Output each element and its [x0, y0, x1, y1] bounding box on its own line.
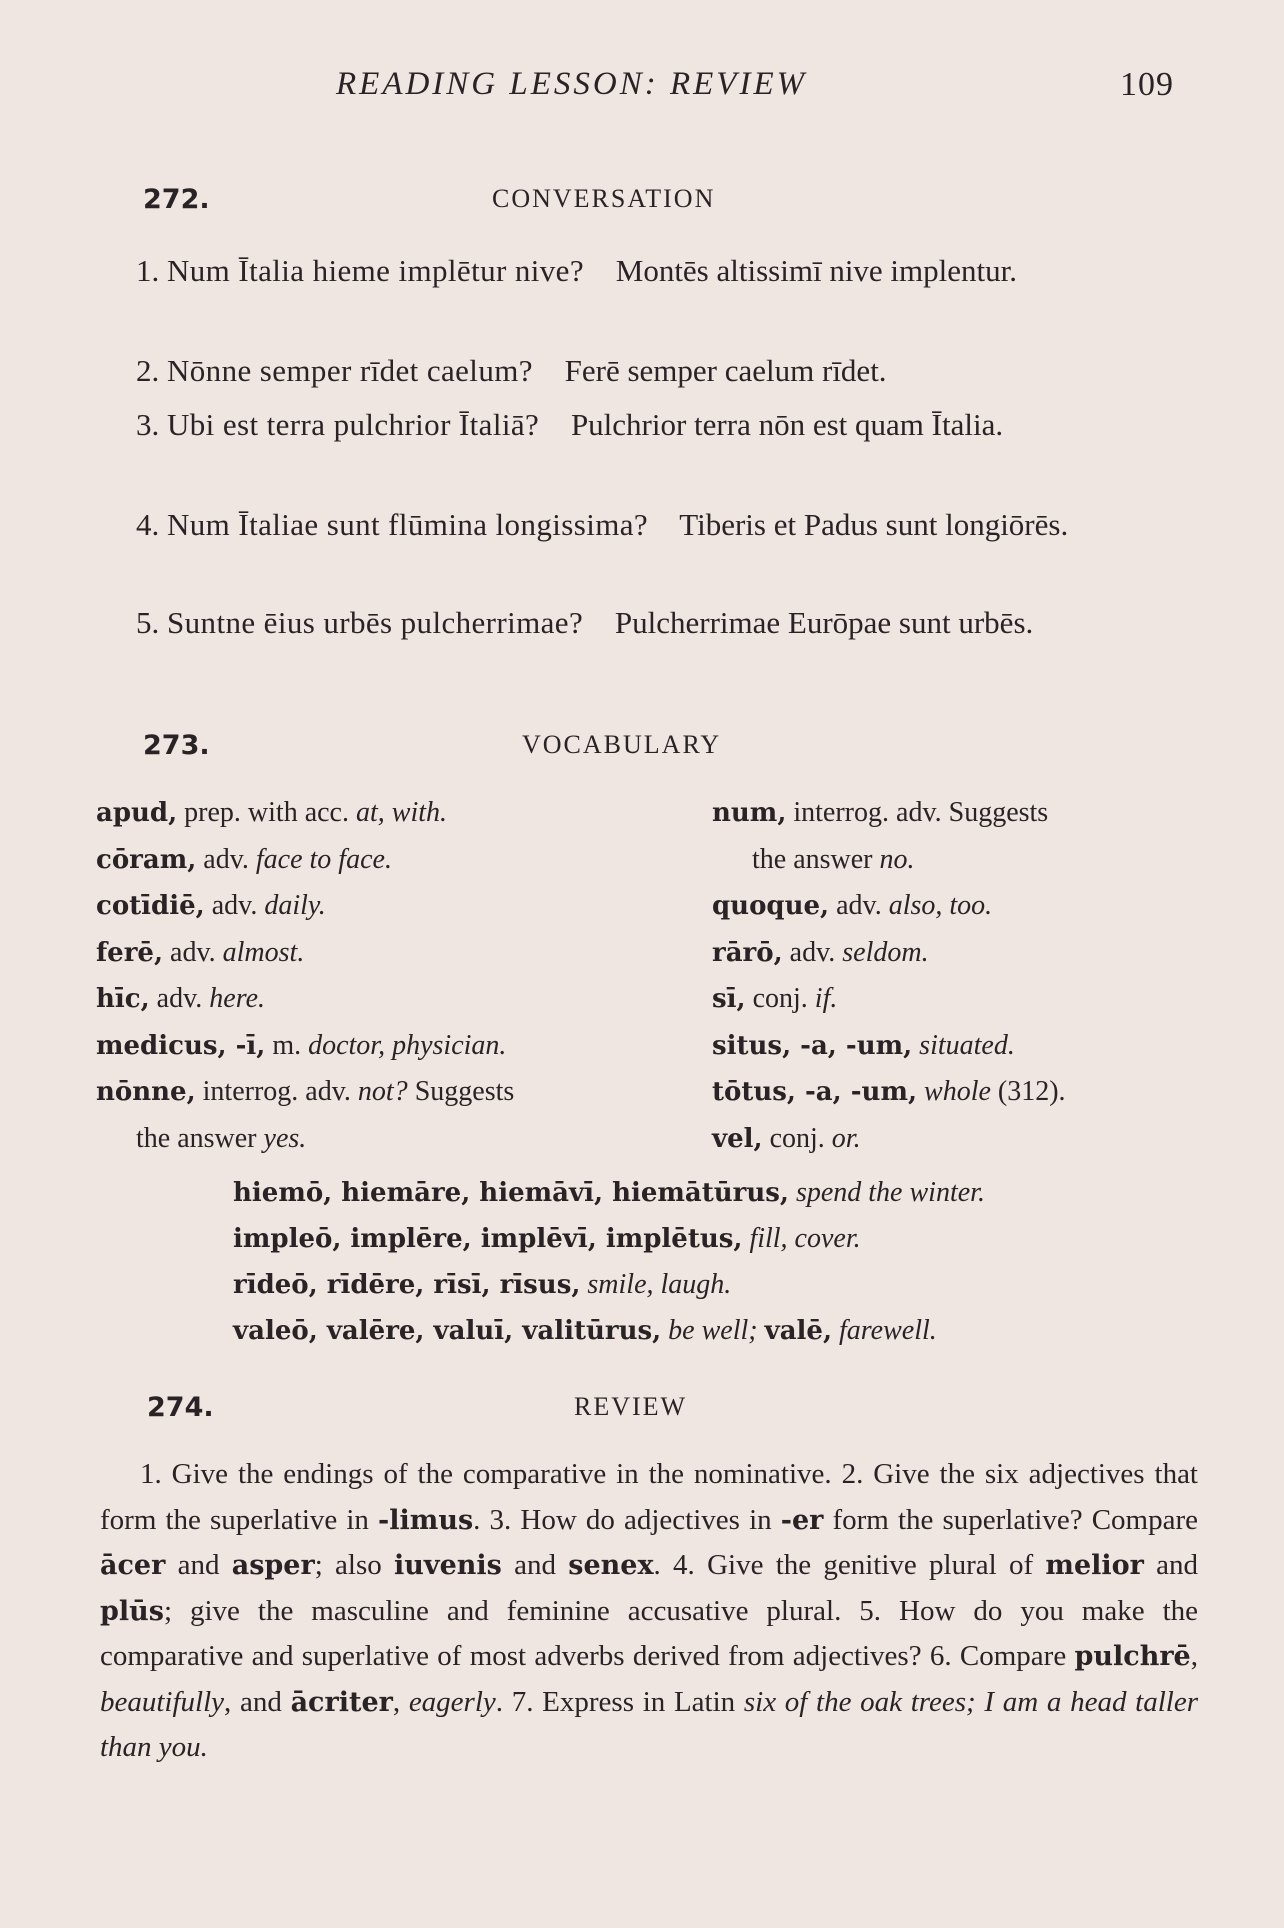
- question: Num Ītalia hieme implētur nive?: [167, 253, 584, 288]
- section-274-heading: [0, 1392, 1284, 1432]
- text: and: [501, 1549, 569, 1581]
- answer: Tiberis et Padus sunt longiōrēs.: [679, 507, 1069, 542]
- term: ācer: [100, 1550, 166, 1581]
- verb-list: [233, 1170, 985, 1354]
- meaning: smile, laugh.: [587, 1269, 732, 1300]
- text: ,: [392, 1685, 409, 1718]
- grammar: conj.: [762, 1122, 832, 1154]
- term: -limus: [378, 1504, 474, 1536]
- grammar: m.: [265, 1029, 309, 1061]
- conversation-item-3: [96, 400, 1188, 450]
- note: the answer: [136, 1122, 264, 1154]
- vocab-entry: [712, 930, 1066, 977]
- verb-principal-parts: hiemō, hiemāre, hiemāvī, hiemātūrus,: [233, 1178, 789, 1208]
- verb-principal-parts: valeō, valēre, valuī, valitūrus,: [233, 1316, 662, 1346]
- text: 1. Give the endings of the comparative in the nominative. 2. Give the six adjectives that form the superlative in: [100, 1458, 1198, 1536]
- grammar: adv.: [196, 843, 256, 875]
- meaning: no.: [879, 843, 915, 875]
- grammar: adv.: [829, 890, 889, 921]
- grammar: adv.: [163, 936, 223, 968]
- meaning: face to face.: [255, 843, 392, 875]
- meaning: yes.: [263, 1122, 307, 1154]
- headword: nōnne,: [96, 1077, 196, 1107]
- vocab-entry-continuation: [96, 1116, 514, 1163]
- verb-entry: [233, 1170, 985, 1216]
- grammar: [917, 1076, 924, 1107]
- conversation-item-5: [96, 598, 1188, 648]
- note: Suggests: [407, 1076, 515, 1107]
- vocab-entry-continuation: [712, 837, 1066, 884]
- verb-entry: [233, 1308, 985, 1354]
- text: . 4. Give the genitive plural of: [653, 1549, 1046, 1581]
- meaning: situated.: [919, 1029, 1015, 1061]
- item-number: 3.: [136, 407, 160, 442]
- grammar: adv.: [204, 890, 265, 921]
- term: -er: [780, 1504, 824, 1536]
- headword: vel,: [712, 1123, 763, 1154]
- meaning: also, too.: [888, 890, 993, 921]
- grammar: prep. with acc.: [177, 797, 356, 828]
- vocab-entry: [712, 1069, 1066, 1116]
- text: ,: [1190, 1640, 1198, 1672]
- headword: sī,: [712, 984, 746, 1014]
- page-number: 109: [1120, 66, 1174, 103]
- meaning: doctor, physician.: [308, 1029, 507, 1061]
- verb-entry: [233, 1262, 985, 1308]
- grammar: adv.: [782, 936, 843, 968]
- meaning: almost.: [222, 936, 305, 968]
- conversation-item-2: [96, 346, 1188, 396]
- answer: Ferē semper caelum rīdet.: [564, 353, 887, 388]
- headword: rārō,: [712, 937, 783, 968]
- vocab-entry: [96, 790, 514, 837]
- vocab-entry: [712, 1023, 1066, 1070]
- meaning: whole: [924, 1076, 991, 1107]
- section-title: REVIEW: [574, 1392, 688, 1421]
- question: Ubi est terra pulchrior Ītaliā?: [167, 407, 540, 442]
- item-number: 5.: [136, 605, 160, 640]
- headword: quoque,: [712, 891, 830, 921]
- item-number: 2.: [136, 353, 160, 388]
- meaning: be well;: [668, 1315, 758, 1346]
- text: and: [1143, 1549, 1199, 1581]
- meaning: here.: [209, 983, 265, 1014]
- term: plūs: [100, 1595, 164, 1627]
- headword: tōtus, -a, -um,: [712, 1077, 918, 1107]
- meaning: at, with.: [356, 797, 448, 828]
- headword: hīc,: [96, 984, 150, 1014]
- vocab-entry: [712, 790, 1066, 837]
- meaning: or.: [831, 1122, 861, 1154]
- meaning: seldom.: [842, 936, 929, 968]
- verb-principal-parts: rīdeō, rīdēre, rīsī, rīsus,: [233, 1270, 581, 1300]
- conversation-item-4: [96, 500, 1188, 550]
- vocab-entry: [96, 930, 514, 977]
- meaning: not?: [357, 1076, 408, 1107]
- vocab-entry: [96, 1069, 514, 1116]
- answer: Pulchrior terra nōn est quam Ītalia.: [570, 407, 1004, 442]
- verb-principal-parts: impleō, implēre, implēvī, implētus,: [233, 1224, 743, 1254]
- text: form the superlative? Compare: [823, 1503, 1199, 1536]
- question: Nōnne semper rīdet caelum?: [167, 353, 533, 388]
- answer: Montēs altissimī nive implentur.: [615, 253, 1018, 288]
- term: melior: [1045, 1550, 1144, 1581]
- text: ; give the masculine and feminine accusative plural. 5. How do you make the comparative and superlative of most adverbs derived from adjectives? 6. Compare: [100, 1594, 1198, 1672]
- meaning: beautifully: [100, 1685, 225, 1718]
- section-273-heading: [0, 730, 1284, 770]
- text: . 3. How do adjectives in: [473, 1503, 781, 1536]
- note: the answer: [752, 843, 880, 875]
- section-272-heading: [0, 184, 1284, 224]
- question: Num Ītaliae sunt flūmina longissima?: [167, 507, 649, 542]
- section-title: VOCABULARY: [522, 730, 722, 759]
- headword: ferē,: [96, 937, 164, 968]
- term: iuvenis: [394, 1550, 502, 1581]
- answer: Pulcherrimae Eurōpae sunt urbēs.: [614, 605, 1034, 640]
- running-head: [0, 66, 1284, 116]
- vocab-entry: [712, 1116, 1066, 1163]
- question: Suntne ēius urbēs pulcherrimae?: [167, 605, 584, 640]
- vocabulary-left-column: [96, 790, 514, 1162]
- meaning: daily.: [264, 890, 326, 921]
- meaning: eagerly: [408, 1685, 496, 1718]
- meaning: six of the oak trees; I am a head taller than you.: [100, 1685, 1199, 1763]
- item-number: 1.: [136, 253, 160, 288]
- text: . 7. Express in Latin: [495, 1685, 744, 1718]
- headword: cōram,: [96, 844, 197, 875]
- headword: cotīdiē,: [96, 891, 205, 921]
- grammar: interrog. adv.: [195, 1076, 358, 1107]
- review-questions: [100, 1452, 1198, 1771]
- headword: num,: [712, 798, 787, 828]
- term: asper: [231, 1550, 315, 1581]
- headword: situs, -a, -um,: [712, 1030, 913, 1061]
- grammar: conj.: [745, 983, 815, 1014]
- vocab-entry: [96, 837, 514, 884]
- meaning: fill, cover.: [749, 1223, 861, 1254]
- vocab-entry: [96, 976, 514, 1023]
- verb-entry: [233, 1216, 985, 1262]
- section-title: CONVERSATION: [492, 184, 716, 213]
- section-number: 273.: [143, 730, 210, 761]
- vocab-entry: [96, 1023, 514, 1070]
- running-title: READING LESSON: REVIEW: [336, 66, 808, 102]
- grammar: adv.: [149, 983, 210, 1014]
- term: ācriter: [290, 1686, 393, 1718]
- vocab-entry: [96, 883, 514, 930]
- section-number: 272.: [143, 184, 210, 215]
- text: ; also: [314, 1549, 395, 1581]
- grammar: interrog. adv. Suggests: [786, 797, 1049, 828]
- text: and: [165, 1549, 232, 1581]
- term: senex: [568, 1550, 654, 1581]
- vocab-entry: [712, 883, 1066, 930]
- meaning: farewell.: [839, 1315, 937, 1346]
- text: , and: [224, 1685, 291, 1718]
- term: pulchrē: [1074, 1641, 1191, 1672]
- vocabulary-right-column: [712, 790, 1066, 1162]
- headword: medicus, -ī,: [96, 1030, 266, 1061]
- section-number: 274.: [147, 1392, 214, 1423]
- headword: apud,: [96, 798, 178, 828]
- item-number: 4.: [136, 507, 160, 542]
- note: (312).: [990, 1076, 1066, 1107]
- meaning: if.: [814, 983, 838, 1014]
- meaning: spend the winter.: [795, 1177, 985, 1208]
- vocab-entry: [712, 976, 1066, 1023]
- headword: valē,: [764, 1316, 833, 1346]
- conversation-item-1: [96, 246, 1188, 296]
